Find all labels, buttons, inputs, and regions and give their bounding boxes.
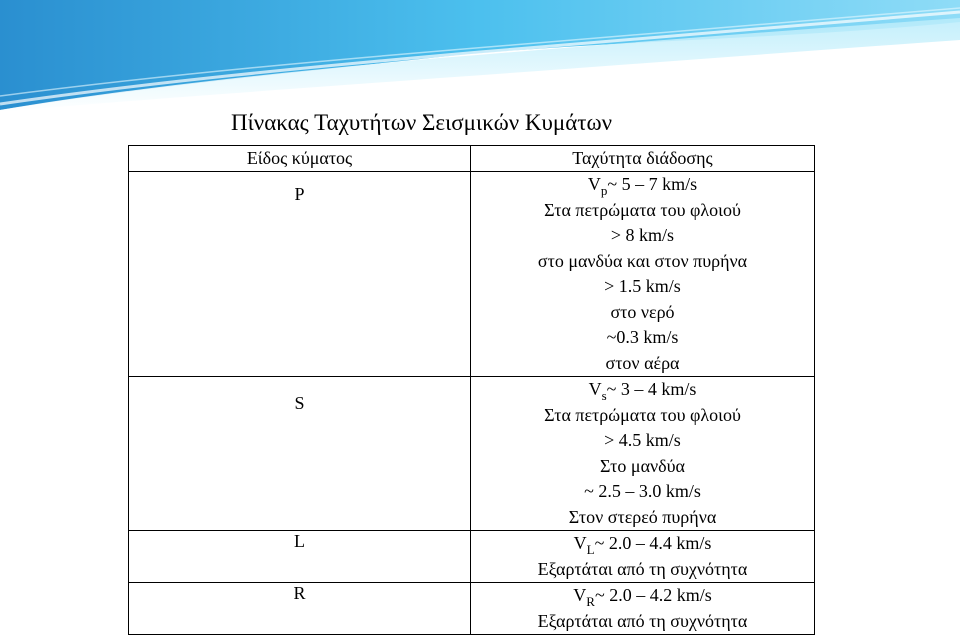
wave-type-cell: [129, 583, 471, 635]
wave-type-label: S: [294, 393, 305, 413]
wave-type-label: P: [294, 184, 305, 204]
speed-value: $V_s\sim$ 3 – 4 km/s: [588, 379, 697, 403]
speed-extra: στον αέρα: [605, 352, 680, 373]
speed-cell: [471, 583, 815, 635]
header-wave-type: Είδος κύματος: [129, 146, 471, 172]
table-row: [129, 377, 815, 531]
speed-medium: Στα πετρώματα του φλοιού: [544, 199, 741, 220]
header-propagation-speed: Ταχύτητα διάδοσης: [471, 146, 815, 172]
speed-value: $V_L\sim$ 2.0 – 4.4 km/s: [573, 533, 712, 557]
wave-type-cell: [129, 531, 471, 583]
page-title: Πίνακας Ταχυτήτων Σεισμικών Κυμάτων: [231, 110, 613, 135]
speed-extra: > 4.5 km/s: [604, 430, 681, 450]
speed-medium: Στα πετρώματα του φλοιού: [544, 404, 741, 425]
table-row: [129, 531, 815, 583]
wave-type-cell: [129, 172, 471, 377]
speed-value: $V_p\sim$ 5 – 7 km/s: [587, 174, 698, 198]
speed-medium: Εξαρτάται από τη συχνότητα: [537, 558, 748, 579]
wave-type-cell: [129, 377, 471, 531]
wave-banner: [0, 0, 960, 112]
speed-extra: Στο μανδύα: [600, 455, 685, 476]
table-header-row: [129, 146, 815, 172]
speed-cell: [471, 531, 815, 583]
speed-extra: ~0.3 km/s: [606, 327, 679, 347]
speed-extra: > 8 km/s: [610, 225, 675, 245]
speed-extra: Στον στερεό πυρήνα: [568, 506, 717, 527]
speed-extra: ~ 2.5 – 3.0 km/s: [584, 481, 701, 501]
wave-type-label: L: [294, 531, 305, 551]
seismic-velocity-table: [128, 145, 815, 635]
speed-extra: στο μανδύα και στον πυρήνα: [537, 250, 748, 271]
speed-cell: [471, 172, 815, 377]
table-row: [129, 172, 815, 377]
table-row: [129, 583, 815, 635]
speed-medium: Εξαρτάται από τη συχνότητα: [537, 610, 748, 631]
speed-value: $V_R\sim$ 2.0 – 4.2 km/s: [573, 585, 712, 609]
speed-extra: > 1.5 km/s: [604, 276, 681, 296]
speed-cell: [471, 377, 815, 531]
wave-type-label: R: [293, 583, 306, 603]
speed-extra: στο νερό: [610, 301, 675, 322]
